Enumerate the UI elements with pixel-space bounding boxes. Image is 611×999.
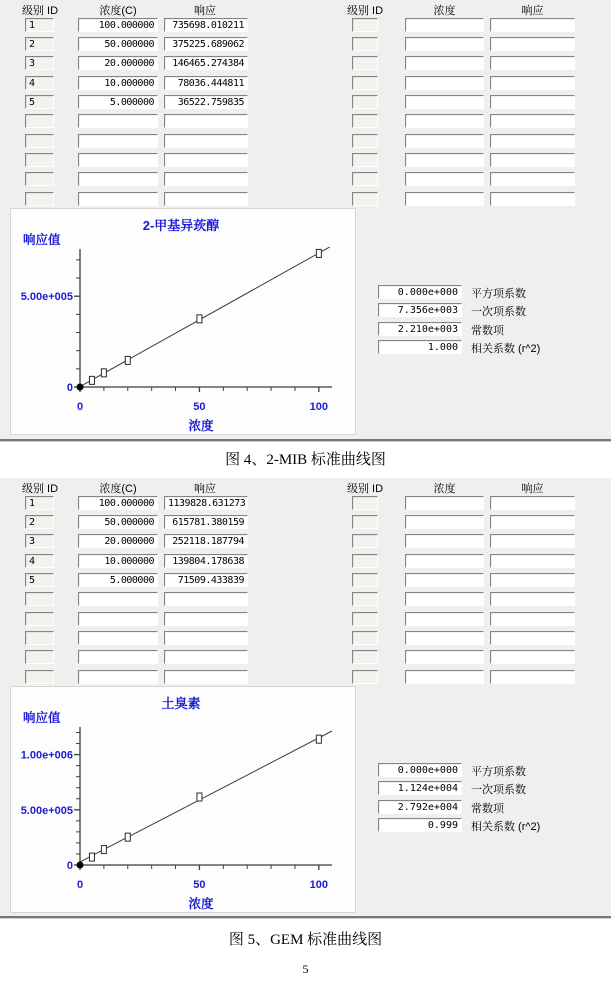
screenshot-panel-gem	[0, 478, 611, 918]
coefficient-label: 一次项系数	[471, 784, 526, 797]
response-field[interactable]	[490, 573, 575, 587]
level-id-field[interactable]	[25, 192, 54, 206]
coefficient-row	[378, 817, 604, 835]
table-row	[18, 34, 250, 53]
response-field[interactable]	[490, 114, 575, 128]
level-id-field[interactable]	[25, 612, 54, 626]
coefficient-row	[378, 321, 604, 339]
level-id-field[interactable]	[352, 515, 378, 529]
level-id-field[interactable]	[352, 114, 378, 128]
table-row	[343, 112, 579, 131]
coefficient-label: 平方项系数	[471, 766, 526, 778]
concentration-field[interactable]: 20.000000	[78, 534, 158, 548]
response-field[interactable]	[164, 670, 248, 684]
table-row	[18, 54, 250, 73]
data-point-marker	[316, 249, 321, 257]
y-tick-label: 5.00e+005	[20, 291, 73, 304]
response-field[interactable]: 36522.759835	[164, 95, 248, 109]
data-point-marker	[125, 833, 130, 841]
figure-caption-5: 图 5、GEM 标准曲线图	[228, 932, 383, 948]
response-field[interactable]	[164, 592, 248, 606]
coefficient-row	[378, 780, 604, 798]
concentration-field[interactable]: 5.000000	[78, 95, 158, 109]
level-id-field[interactable]	[352, 172, 378, 186]
data-point-marker	[197, 793, 202, 801]
response-field[interactable]	[490, 56, 575, 70]
concentration-field[interactable]	[405, 554, 484, 568]
table-row	[343, 551, 579, 570]
table-row	[18, 112, 250, 131]
coefficient-label: 常数项	[471, 802, 504, 815]
response-field[interactable]: 146465.274384	[164, 56, 248, 70]
calibration-table-left	[18, 480, 250, 686]
y-axis-label: 响应值	[23, 711, 61, 725]
concentration-field[interactable]	[405, 114, 484, 128]
response-field[interactable]: 1139828.631273	[164, 496, 248, 510]
concentration-field[interactable]	[405, 37, 484, 51]
response-field[interactable]	[164, 192, 248, 206]
regression-coefficients	[378, 284, 604, 358]
chart-canvas	[11, 687, 355, 912]
concentration-field[interactable]: 10.000000	[78, 76, 158, 90]
response-field[interactable]	[164, 153, 248, 167]
column-header-level-id: 级别 ID	[347, 5, 384, 17]
coefficient-value-field[interactable]: 0.000e+000	[378, 763, 462, 777]
level-id-field[interactable]	[25, 650, 54, 664]
level-id-field[interactable]: 4	[25, 554, 54, 568]
concentration-field[interactable]	[405, 592, 484, 606]
coefficient-value-field[interactable]: 2.210e+003	[378, 322, 462, 336]
coefficient-row	[378, 339, 604, 357]
level-id-field[interactable]	[352, 534, 378, 548]
table-row	[18, 609, 250, 628]
response-field[interactable]	[490, 670, 575, 684]
response-field[interactable]: 252118.187794	[164, 534, 248, 548]
table-row	[18, 532, 250, 551]
level-id-field[interactable]	[352, 612, 378, 626]
x-axis-label: 浓度	[188, 897, 214, 911]
level-id-field[interactable]	[25, 114, 54, 128]
table-row	[343, 15, 579, 34]
concentration-field[interactable]	[405, 18, 484, 32]
column-header-concentration: 浓度(C)	[99, 5, 137, 17]
calibration-table-left	[18, 2, 250, 208]
concentration-field[interactable]	[405, 192, 484, 206]
figure-caption-4: 图 4、2-MIB 标准曲线图	[225, 452, 386, 468]
coefficient-value-field[interactable]: 2.792e+004	[378, 800, 462, 814]
response-field[interactable]	[164, 172, 248, 186]
concentration-field[interactable]	[78, 670, 158, 684]
y-tick-label: 0	[66, 382, 73, 394]
concentration-field[interactable]	[78, 153, 158, 167]
column-header-response: 响应	[194, 483, 216, 495]
data-point-marker	[316, 735, 321, 743]
concentration-field[interactable]	[405, 631, 484, 645]
table-rows	[18, 15, 250, 208]
response-field[interactable]	[490, 153, 575, 167]
table-rows	[18, 493, 250, 686]
response-field[interactable]	[164, 650, 248, 664]
y-axis-label: 响应值	[23, 233, 61, 247]
level-id-field[interactable]: 1	[25, 496, 54, 510]
level-id-field[interactable]	[25, 670, 54, 684]
level-id-field[interactable]	[352, 496, 378, 510]
data-point-marker	[89, 376, 94, 384]
response-field[interactable]	[490, 515, 575, 529]
concentration-field[interactable]	[405, 56, 484, 70]
table-row	[343, 628, 579, 647]
level-id-field[interactable]: 1	[25, 18, 54, 32]
data-point-marker	[89, 853, 94, 861]
calibration-table-right	[343, 2, 579, 208]
calibration-chart	[10, 208, 356, 435]
coefficient-value-field[interactable]: 1.000	[378, 340, 462, 354]
coefficient-row	[378, 762, 604, 780]
level-id-field[interactable]	[352, 95, 378, 109]
concentration-field[interactable]	[405, 534, 484, 548]
level-id-field[interactable]	[25, 153, 54, 167]
response-field[interactable]	[490, 172, 575, 186]
table-row	[343, 590, 579, 609]
chart-title: 2-甲基异莰醇	[142, 218, 220, 233]
concentration-field[interactable]	[78, 612, 158, 626]
level-id-field[interactable]	[352, 554, 378, 568]
response-field[interactable]	[164, 631, 248, 645]
fit-line	[80, 246, 332, 387]
column-header-response: 响应	[521, 5, 544, 17]
x-tick-label: 0	[76, 401, 84, 413]
level-id-field[interactable]: 2	[25, 37, 54, 51]
column-header-level-id: 级别 ID	[347, 483, 384, 495]
level-id-field[interactable]	[25, 592, 54, 606]
table-row	[18, 493, 250, 512]
x-tick-label: 0	[76, 879, 84, 891]
coefficient-label: 相关系数 (r^2)	[471, 343, 541, 356]
coefficient-label: 一次项系数	[471, 306, 526, 319]
concentration-field[interactable]	[78, 631, 158, 645]
level-id-field[interactable]	[25, 172, 54, 186]
table-row	[18, 73, 250, 92]
response-field[interactable]	[490, 554, 575, 568]
calibration-table-right	[343, 480, 579, 686]
level-id-field[interactable]	[25, 134, 54, 148]
concentration-field[interactable]	[405, 612, 484, 626]
table-row	[343, 170, 579, 189]
table-row	[343, 667, 579, 686]
concentration-field[interactable]	[78, 650, 158, 664]
coefficient-value-field[interactable]: 0.000e+000	[378, 285, 462, 299]
table-row	[18, 570, 250, 589]
response-field[interactable]	[490, 534, 575, 548]
level-id-field[interactable]: 3	[25, 534, 54, 548]
column-header-concentration: 浓度	[433, 483, 456, 495]
level-id-field[interactable]	[352, 37, 378, 51]
table-row	[343, 73, 579, 92]
table-row	[343, 493, 579, 512]
table-row	[18, 551, 250, 570]
coefficient-label: 平方项系数	[471, 288, 526, 300]
table-row	[343, 54, 579, 73]
page-number: 5	[302, 962, 309, 976]
level-id-field[interactable]	[352, 631, 378, 645]
table-row	[18, 648, 250, 667]
origin-dot	[77, 384, 84, 391]
concentration-field[interactable]: 100.000000	[78, 496, 158, 510]
level-id-field[interactable]	[352, 192, 378, 206]
column-header-response: 响应	[521, 483, 544, 495]
table-row	[343, 92, 579, 111]
table-row	[18, 131, 250, 150]
regression-coefficients	[378, 762, 604, 836]
concentration-field[interactable]	[405, 515, 484, 529]
concentration-field[interactable]	[405, 650, 484, 664]
coefficient-value-field[interactable]: 0.999	[378, 818, 462, 832]
level-id-field[interactable]	[352, 670, 378, 684]
table-row	[18, 150, 250, 169]
level-id-field[interactable]	[352, 76, 378, 90]
table-row	[343, 648, 579, 667]
data-point-marker	[197, 315, 202, 323]
response-field[interactable]	[490, 650, 575, 664]
response-field[interactable]: 71509.433839	[164, 573, 248, 587]
concentration-field[interactable]: 10.000000	[78, 554, 158, 568]
table-rows	[343, 15, 579, 208]
response-field[interactable]: 735698.010211	[164, 18, 248, 32]
concentration-field[interactable]	[405, 153, 484, 167]
response-field[interactable]	[164, 134, 248, 148]
table-row	[18, 628, 250, 647]
y-tick-label: 0	[66, 860, 73, 872]
table-row	[343, 609, 579, 628]
level-id-field[interactable]	[25, 631, 54, 645]
coefficient-label: 相关系数 (r^2)	[471, 821, 541, 834]
response-field[interactable]	[490, 631, 575, 645]
level-id-field[interactable]: 5	[25, 573, 54, 587]
response-field[interactable]: 78036.444811	[164, 76, 248, 90]
coefficient-value-field[interactable]: 7.356e+003	[378, 303, 462, 317]
response-field[interactable]	[164, 612, 248, 626]
coefficient-row	[378, 284, 604, 302]
table-row	[343, 189, 579, 208]
response-field[interactable]	[490, 95, 575, 109]
y-tick-label: 1.00e+006	[20, 749, 73, 762]
level-id-field[interactable]: 3	[25, 56, 54, 70]
table-row	[18, 170, 250, 189]
table-row	[18, 92, 250, 111]
concentration-field[interactable]	[405, 573, 484, 587]
response-field[interactable]	[490, 612, 575, 626]
response-field[interactable]	[490, 192, 575, 206]
concentration-field[interactable]	[78, 192, 158, 206]
response-field[interactable]	[490, 37, 575, 51]
response-field[interactable]	[490, 592, 575, 606]
concentration-field[interactable]	[405, 172, 484, 186]
screenshot-panel-2mib	[0, 0, 611, 441]
concentration-field[interactable]: 50.000000	[78, 37, 158, 51]
level-id-field[interactable]	[352, 18, 378, 32]
response-field[interactable]: 139804.178638	[164, 554, 248, 568]
concentration-field[interactable]	[78, 134, 158, 148]
concentration-field[interactable]	[405, 95, 484, 109]
coefficient-label: 常数项	[471, 324, 504, 337]
table-row	[343, 512, 579, 531]
response-field[interactable]: 375225.689062	[164, 37, 248, 51]
table-row	[18, 189, 250, 208]
column-header-level-id: 级别 ID	[22, 483, 59, 495]
chart-title: 土臭素	[161, 696, 201, 711]
concentration-field[interactable]: 100.000000	[78, 18, 158, 32]
concentration-field[interactable]	[78, 114, 158, 128]
concentration-field[interactable]: 50.000000	[78, 515, 158, 529]
x-tick-label: 50	[193, 879, 206, 891]
concentration-field[interactable]	[405, 496, 484, 510]
level-id-field[interactable]	[352, 573, 378, 587]
level-id-field[interactable]: 2	[25, 515, 54, 529]
level-id-field[interactable]	[352, 153, 378, 167]
table-row	[18, 667, 250, 686]
response-field[interactable]	[490, 496, 575, 510]
data-point-marker	[101, 369, 106, 377]
table-row	[343, 570, 579, 589]
coefficient-value-field[interactable]: 1.124e+004	[378, 781, 462, 795]
calibration-chart	[10, 686, 356, 913]
level-id-field[interactable]	[352, 134, 378, 148]
fit-line	[80, 731, 332, 862]
table-row	[343, 150, 579, 169]
level-id-field[interactable]	[352, 592, 378, 606]
concentration-field[interactable]	[78, 592, 158, 606]
x-tick-label: 50	[193, 401, 206, 413]
data-point-marker	[101, 846, 106, 854]
column-header-concentration: 浓度(C)	[99, 483, 137, 495]
response-field[interactable]	[164, 114, 248, 128]
concentration-field[interactable]	[405, 134, 484, 148]
column-header-level-id: 级别 ID	[22, 5, 59, 17]
level-id-field[interactable]	[352, 650, 378, 664]
table-row	[18, 15, 250, 34]
table-rows	[343, 493, 579, 686]
table-row	[18, 590, 250, 609]
column-header-response: 响应	[194, 5, 216, 17]
table-row	[18, 512, 250, 531]
concentration-field[interactable]: 20.000000	[78, 56, 158, 70]
response-field[interactable]	[490, 76, 575, 90]
chart-canvas	[11, 209, 355, 434]
coefficient-row	[378, 302, 604, 320]
data-point-marker	[125, 356, 130, 364]
level-id-field[interactable]: 5	[25, 95, 54, 109]
response-field[interactable]	[490, 134, 575, 148]
concentration-field[interactable]	[405, 670, 484, 684]
y-tick-label: 5.00e+005	[20, 804, 73, 817]
response-field[interactable]: 615781.380159	[164, 515, 248, 529]
level-id-field[interactable]	[352, 56, 378, 70]
table-row	[343, 532, 579, 551]
concentration-field[interactable]: 5.000000	[78, 573, 158, 587]
coefficient-row	[378, 799, 604, 817]
x-tick-label: 100	[309, 879, 329, 891]
x-tick-label: 100	[309, 401, 329, 413]
level-id-field[interactable]: 4	[25, 76, 54, 90]
concentration-field[interactable]	[405, 76, 484, 90]
concentration-field[interactable]	[78, 172, 158, 186]
table-row	[343, 131, 579, 150]
table-row	[343, 34, 579, 53]
column-header-concentration: 浓度	[433, 5, 456, 17]
x-axis-label: 浓度	[188, 419, 214, 433]
response-field[interactable]	[490, 18, 575, 32]
origin-dot	[77, 862, 84, 869]
